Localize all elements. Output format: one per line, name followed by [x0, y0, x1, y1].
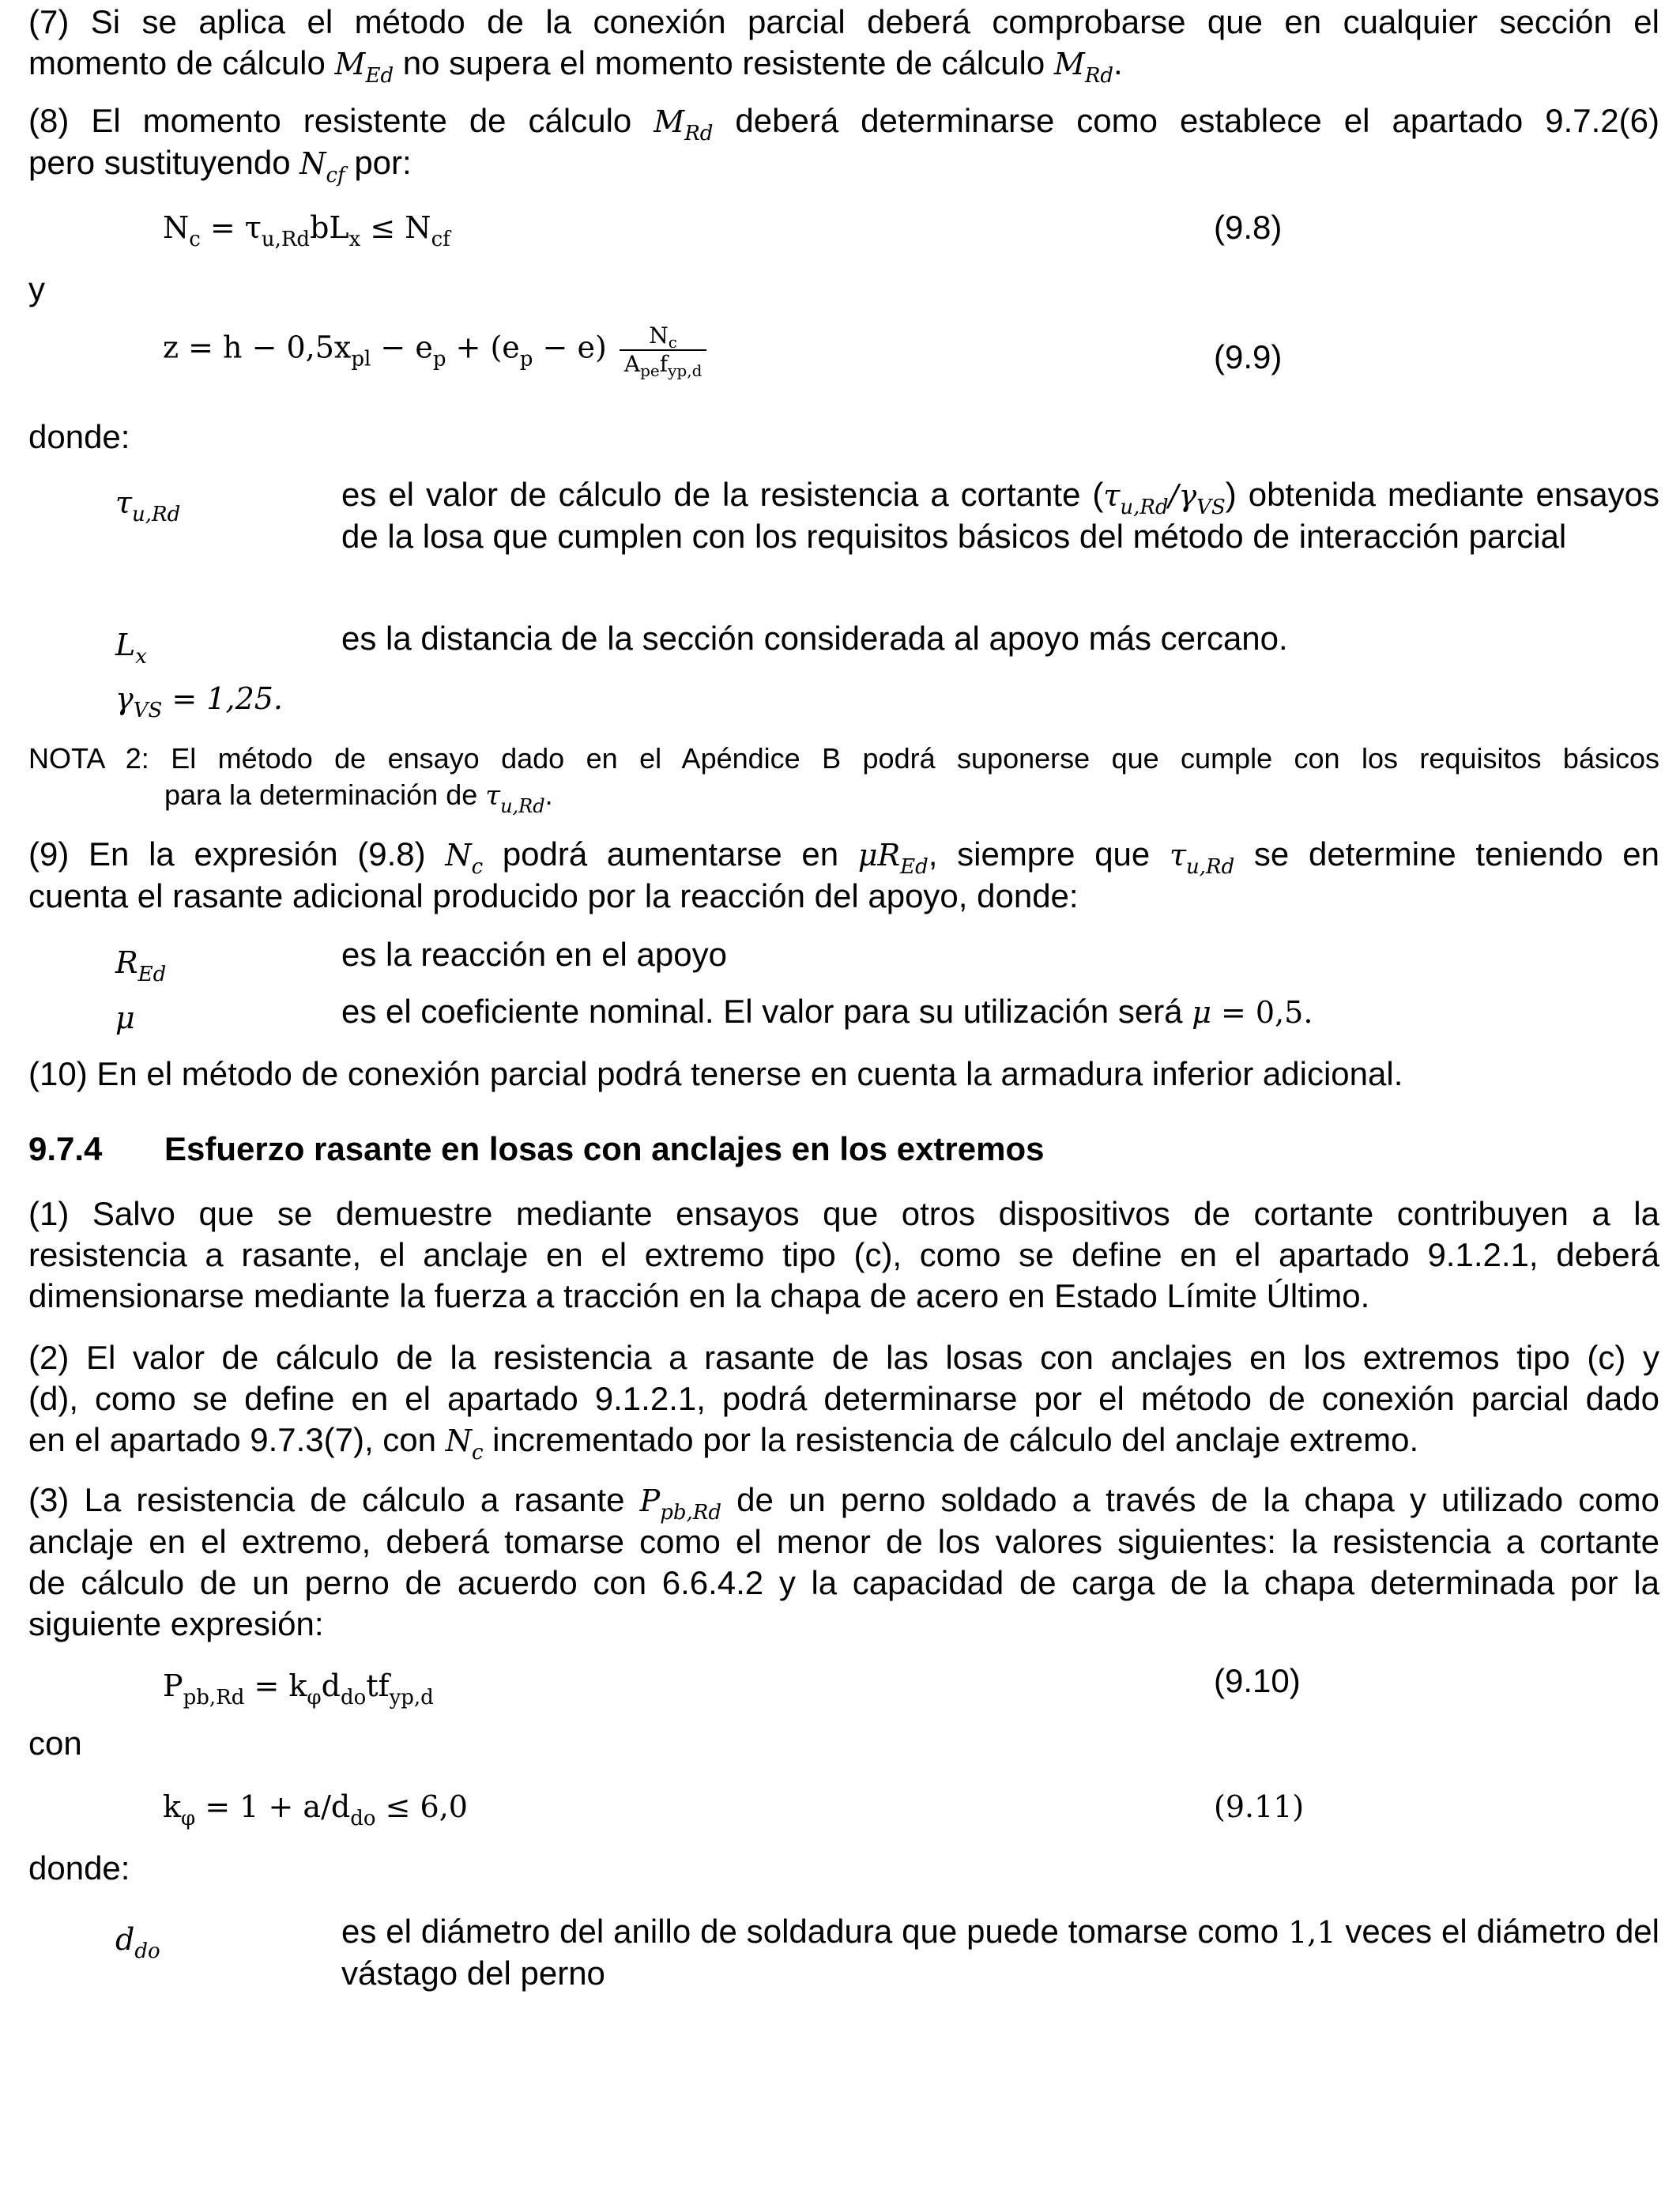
conjunction-y: y — [28, 270, 45, 307]
definition-mu: es el coeficiente nominal. El valor para su utilización será μ = 0,5. — [341, 993, 1313, 1030]
gamma-vs-value: $\gamma_{VS} = 1,25$. — [115, 681, 283, 722]
definition-d-do: es el diámetro del anillo de soldadura que puede tomarse como 1,1 veces el diámetro del vástago del perno — [341, 1913, 1659, 1992]
note-2 — [28, 741, 1659, 817]
donde-label-2: donde: — [28, 1849, 130, 1887]
paragraph-7 — [28, 2, 1659, 88]
paragraph-9-line1: (9) En la expresión (9.8) $N_c$ podrá aumentarse en $\mu R_{Ed}$, siempre que $\tau_{u,Rd}$ se determine teniendo en — [28, 835, 1659, 879]
definition-r-ed: es la reacción en el apoyo — [341, 936, 727, 973]
donde-label: donde: — [28, 418, 130, 455]
equation-number-9-9: (9.9) — [1214, 338, 1283, 375]
fraction: $\frac{N_c}{A_{pe}f_{yp,d}}$ — [620, 322, 707, 378]
section-paragraph-3: (3) La resistencia de cálculo a rasante $P_{pb,Rd}$ de un perno soldado a través de la chapa y utilizado como anclaje en el extremo, deberá tomarse como el menor de los valores siguientes: la resistencia a cortante de cálculo de un perno de acuerdo con 6.6.4.2 y la capacidad de carga de la chapa determinada por la siguiente expresión: — [28, 1481, 1659, 1642]
paragraph-7-line1: (7) Si se aplica el método de la conexión parcial deberá comprobarse que en cualquier sección el — [28, 3, 1659, 40]
paragraph-9 — [28, 834, 1659, 917]
paragraph-7-line2: momento de cálculo $M_{Ed}$ no supera el momento resistente de cálculo $M_{Rd}$. — [28, 44, 1123, 88]
definition-l-x: es la distancia de la sección considerada al apoyo más cercano. — [341, 620, 1288, 657]
symbol-d-do: $d_{do}$ — [115, 1922, 160, 1963]
equation-9-9: $z = h - 0,5x_{pl} - e_p + (e_p - e)$ $\frac{N_c}{A_{pe}f_{yp,d}}$ — [163, 322, 706, 378]
equation-9-8: $N_c = \tau_{u,Rd}bL_x \le N_{cf}$ — [163, 210, 450, 251]
con-label: con — [28, 1725, 82, 1762]
paragraph-8 — [28, 100, 1659, 187]
note-2-line1: NOTA 2: El método de ensayo dado en el Apéndice B podrá suponerse que cumple con los requisitos básicos — [28, 742, 1659, 775]
symbol-mu: μ — [115, 1001, 135, 1035]
section-heading-9-7-4: 9.7.4 Esfuerzo rasante en losas con anclajes en los extremos — [28, 1130, 1045, 1167]
section-paragraph-2: (2) El valor de cálculo de la resistencia a rasante de las losas con anclajes en los extremos tipo (c) y (d), como se define en el apartado 9.1.2.1, podrá determinarse por el método de conexión parcial dado en el apartado 9.7.3(7), con $N_c$ incrementado por la resistencia de cálculo del anclaje extremo. — [28, 1339, 1659, 1465]
paragraph-10: (10) En el método de conexión parcial podrá tenerse en cuenta la armadura inferior adicional. — [28, 1055, 1403, 1092]
equation-number-9-8: (9.8) — [1214, 209, 1283, 246]
note-2-line2: para la determinación de $\tau_{u,Rd}$. — [164, 778, 553, 817]
equation-number-9-10: (9.10) — [1214, 1662, 1301, 1699]
section-paragraph-1: (1) Salvo que se demuestre mediante ensayos que otros dispositivos de cortante contribuyen a la resistencia a rasante, el anclaje en el extremo tipo (c), como se define en el apartado 9.1.2.1, deberá dimensionarse mediante la fuerza a tracción en la chapa de acero en Estado Límite Último. — [28, 1195, 1659, 1314]
paragraph-9-line2: cuenta el rasante adicional producido por la reacción del apoyo, donde: — [28, 877, 1079, 914]
paragraph-8-line1: (8) El momento resistente de cálculo $M_{Rd}$ deberá determinarse como establece el apartado 9.7.2(6) — [28, 102, 1659, 145]
equation-9-11: $k_\varphi = 1 + a/d_{do} \le 6,0$ — [163, 1789, 468, 1830]
equation-9-10: $P_{pb,Rd} = k_\varphi d_{do}tf_{yp,d}$ — [163, 1668, 434, 1710]
definition-tau-u-rd: es el valor de cálculo de la resistencia a cortante $(\tau_{u,Rd}/\gamma_{VS})$ obtenida mediante ensayos de la losa que cumplen con los requisitos básicos del método de interacción parcial — [341, 476, 1659, 555]
symbol-r-ed: $R_{Ed}$ — [115, 945, 167, 986]
equation-number-9-11: (9.11) — [1214, 1789, 1305, 1824]
symbol-tau-u-rd: $\tau_{u,Rd}$ — [115, 485, 181, 526]
symbol-l-x: $L_x$ — [115, 628, 147, 669]
paragraph-8-line2: pero sustituyendo $N_{cf}$ por: — [28, 144, 412, 187]
